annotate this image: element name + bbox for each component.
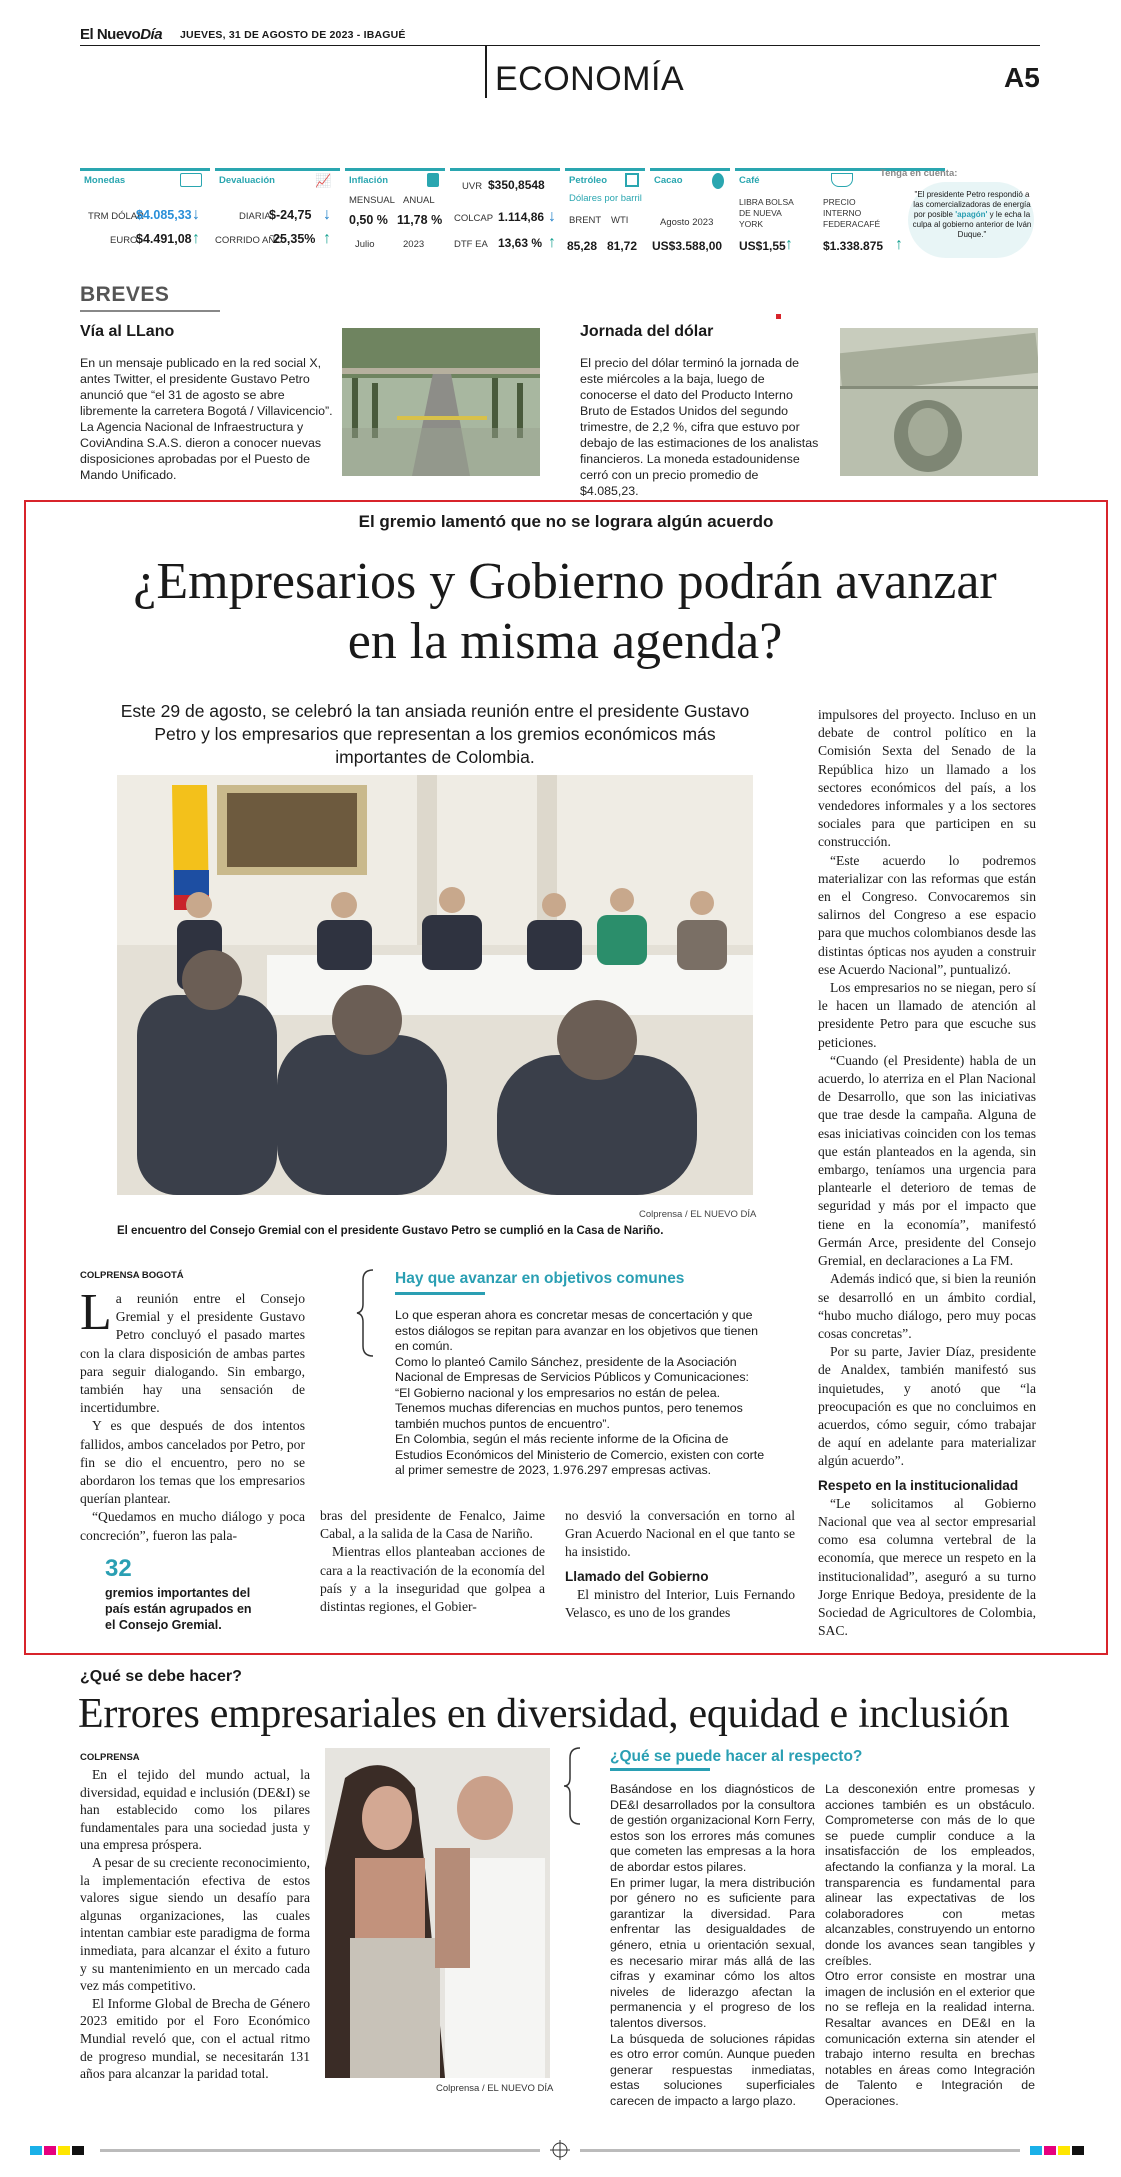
subheading: Llamado del Gobierno [565, 1568, 709, 1584]
diaria-value: $-24,75 [269, 208, 312, 222]
arrow-up-icon: ↑ [785, 236, 793, 253]
brace-icon [562, 1746, 584, 1826]
paragraph: bras del presidente de Fenalco, Jaime Cabal, a la salida de la Casa de Nariño. [320, 1508, 545, 1542]
article-headline: ¿Empresarios y Gobierno podrán avanzar en la misma agenda? [133, 553, 997, 670]
corrido-label: CORRIDO AÑO [215, 235, 283, 246]
bottom-headline: Errores empresariales en diversidad, equidad e inclusión [78, 1691, 1010, 1737]
arrow-up-icon: ↑ [192, 230, 200, 247]
mensual-period: Julio [355, 239, 375, 250]
article-kicker: El gremio lamentó que no se lograra algún acuerdo [358, 512, 774, 531]
bottom-kicker: ¿Qué se debe hacer? [80, 1668, 242, 1685]
arrow-up-icon: ↑ [895, 236, 903, 253]
paragraph: Y es que después de dos intentos fallidos, ambos cancelados por Petro, por fin se dio el encuentro, pero no se abordaron los temas que los empresarios querían plantear. [80, 1418, 305, 1507]
bottom-box-rule [610, 1768, 710, 1771]
cacao-pod-icon [712, 173, 724, 189]
article-column-3 [565, 1507, 795, 1622]
paragraph: La desconexión entre promesas y acciones también es un obstáculo. Comprometerse con más de lo que se puede cumplir conduce a la insatisfacción de los empleados, afectando la confianza y la moral. La transparencia es fundamental para alinear las expectativas de los colaboradores con metas alcanzables, construyendo un entorno donde los avances sean tangibles y creíbles. [825, 1782, 1035, 1968]
article-lede: Este 29 de agosto, se celebró la tan ansiada reunión entre el presidente Gustavo Petro y los empresarios que representan a los gremios económicos más importantes de Colombia. [120, 701, 750, 767]
cacao-period: Agosto 2023 [660, 217, 714, 228]
mensual-label: MENSUAL [349, 195, 395, 206]
uvr-label: UVR [462, 181, 483, 192]
anual-period: 2023 [403, 239, 425, 250]
uvr-value: $350,8548 [488, 178, 545, 192]
paragraph: “Le solicitamos al Gobierno Nacional que vea al sector empresarial como esa columna vertebral de la economía, que merece un respeto en la institucionalidad”, aseguró a su turno Jorge Enrique Bedoya, presidente de la Sociedad de Agricultores de Colombia, SAC. [818, 1495, 1036, 1639]
tenga-text: "El presidente Petro respondió a las comercializadoras de energía por posible 'apagón' y le echa la culpa al gobierno anterior de Iván Duque." [912, 190, 1032, 239]
precio-label: PRECIO INTERNO FEDERACAFÉ [823, 197, 881, 229]
breves-rule [80, 310, 220, 312]
coffee-cup-icon [831, 173, 853, 187]
bag-icon [427, 173, 439, 187]
indicator-title: Devaluación [219, 175, 275, 186]
stat-number: 32 [105, 1555, 132, 1582]
paragraph: Basándose en los diagnósticos de DE&I desarrollados por la consultora de gestión organizacional Korn Ferry, estos son los errores más comunes que cometen las empresas a la hora de abordar estos pilares. [610, 1782, 816, 1874]
paragraph: En Colombia, según el más reciente informe de la Oficina de Estudios Económicos del Ministerio de Comercio, existen con corte al primer semestre de 2023, 1.976.297 empresas activas. [395, 1432, 765, 1477]
edition-date: JUEVES, 31 DE AGOSTO DE 2023 - IBAGUÉ [180, 29, 406, 41]
wti-label: WTI [611, 215, 629, 226]
meeting-photo [117, 775, 753, 1195]
indicator-cacao [650, 168, 730, 260]
paragraph: Además indicó que, si bien la reunión se desarrolló en un ámbito cordial, “hubo mucho diálogo, pero muy pocas cosas concretas”. [818, 1271, 1036, 1341]
paragraph: Por su parte, Javier Díaz, presidente de Analdex, también manifestó sus inquietudes, y anotó que “la preocupación es que no concluimos en acuerdos, cómo seguir, cómo trabajar de aquí en adelante para materializar algún acuerdo”. [818, 1344, 1036, 1469]
section-rule [485, 46, 487, 98]
indicator-devaluacion [215, 168, 340, 260]
brief-heading: Jornada del dólar [580, 323, 714, 340]
libra-value: US$1,55 [739, 239, 786, 253]
article-column-4 [818, 706, 1036, 1640]
sidebar-box-title: Hay que avanzar en objetivos comunes [395, 1270, 685, 1287]
paragraph: no desvió la conversación en torno al Gran Acuerdo Nacional en el que tanto se ha insistido. [565, 1508, 795, 1560]
brief-heading: Vía al LLano [80, 323, 175, 340]
marker-dot [776, 314, 781, 319]
dtf-label: DTF EA [454, 239, 488, 250]
section-name: ECONOMÍA [495, 60, 685, 98]
photo-caption: El encuentro del Consejo Gremial con el presidente Gustavo Petro se cumplió en la Casa de Nariño. [117, 1225, 664, 1237]
brief-text: En un mensaje publicado en la red social X, antes Twitter, el presidente Gustavo Petro anunció que “el 31 de agosto se abre libremente la carretera Bogotá / Villavicencio”. La Agencia Nacional de Infraestructura y CoviAndina S.A.S. dieron a conocer nuevas disposiciones aprobadas por el Puesto de Mando Unificado. [80, 356, 333, 482]
trend-chart-icon: 📈 [315, 173, 332, 188]
portrait-photo [325, 1748, 550, 2078]
brent-value: 85,28 [567, 239, 598, 253]
trm-value: $4.085,33 [136, 208, 192, 222]
tenga-title: Tenga en cuenta: [880, 168, 958, 179]
sidebar-box-rule [395, 1292, 485, 1295]
brace-icon [355, 1268, 377, 1358]
cacao-value: US$3.588,00 [652, 239, 723, 253]
petroleo-subtitle: Dólares por barril [569, 193, 642, 204]
sidebar-box-text [395, 1308, 765, 1479]
road-photo [342, 328, 540, 476]
indicator-title: Café [739, 175, 760, 186]
oil-barrel-icon [625, 173, 639, 187]
indicator-petroleo [565, 168, 645, 260]
newspaper-logo: El NuevoDía [80, 26, 163, 43]
anual-value: 11,78 % [397, 213, 443, 227]
colcap-label: COLCAP [454, 213, 494, 224]
precio-value: $1.338.875 [823, 239, 884, 253]
brent-label: BRENT [569, 215, 602, 226]
arrow-down-icon: ↓ [323, 206, 331, 223]
bottom-photo-credit: Colprensa / EL NUEVO DÍA [436, 2083, 554, 2094]
subheading: Respeto en la institucionalidad [818, 1477, 1019, 1493]
brief-text: El precio del dólar terminó la jornada de este miércoles a la baja, luego de conocerse el dato del Producto Interno Bruto de Estados Unidos del segundo trimestre, de 2,2 %, cifra que estuvo por debajo de las estimaciones de los analistas financieros. La moneda estadounidense cerró con un precio promedio de $4.085,23. [580, 356, 819, 498]
paragraph: Otro error consiste en mostrar una imagen de inclusión en el exterior que no se refleja en la realidad interna. Resaltar avances en DE&I en la comunicación externa sin atender el trabajo interno resulta en brechas notables en áreas como Integración de Talento e Integración de Operaciones. [825, 1969, 1035, 2108]
article-column-2 [320, 1507, 545, 1616]
bottom-box-title: ¿Qué se puede hacer al respecto? [610, 1748, 863, 1765]
bottom-column-3 [825, 1782, 1035, 2109]
stat-text: gremios importantes del país están agrupados en el Consejo Gremial. [105, 1586, 252, 1632]
paragraph: Como lo planteó Camilo Sánchez, presidente de la Asociación Nacional de Empresas de Servicios Públicos y Comunicaciones: “El Gobierno nacional y los empresarios no están de pelea. Tenemos muchas diferencias en muchos puntos, pero tenemos también muchos puntos de encuentro”. [395, 1354, 749, 1431]
paragraph: En primer lugar, la mera distribución por género no es suficiente para garantizar la diversidad. Para enfrentar las desigualdades de género, etnia u orientación sexual, es necesario mirar más allá de las cifras y examinar cómo los altos niveles de liderazgo afectan la permanencia y el progreso de los talentos diversos. [610, 1875, 815, 2030]
paragraph: “Cuando (el Presidente) habla de un acuerdo, lo aterriza en el Plan Nacional de Desarrollo, que son las iniciativas que trae desde la campaña. Alguna de esas iniciativas coinciden con los temas que están planteados en la agenda, sin embargo, teníamos una urgencia para plantearle el deterioro de temas de seguridad y más por el impacto que tiene en la economía”, manifestó Germán Arce, presidente del Consejo Gremial, en declaraciones a La FM. [818, 1052, 1036, 1269]
drop-cap: L [80, 1284, 112, 1341]
money-icon [180, 173, 202, 187]
indicator-tasas [450, 168, 560, 260]
paragraph: La búsqueda de soluciones rápidas es otro error común. Aunque pueden generar respuestas inmediatas, estas soluciones superficiales carecen de impacto a largo plazo. [610, 2031, 815, 2108]
indicator-title: Monedas [84, 175, 126, 186]
paragraph: Lo que esperan ahora es concretar mesas de concertación y que estos diálogos se repitan para avanzar en los objetivos que tienen en común. [395, 1308, 759, 1353]
corrido-value: 25,35% [273, 232, 316, 246]
paragraph: impulsores del proyecto. Incluso en un debate de control político en la Comisión Sexta del Senado de la República hizo un llamado a los sectores económicos del país, a los vendedores informales y a los sectores sociales para que participen en su construcción. [818, 707, 1036, 850]
paragraph: El Informe Global de Brecha de Género 2023 emitido por el Foro Económico Mundial reveló que, con el actual ritmo de progreso mundial, se necesitarán 131 años para alcanzar la paridad total. [80, 1995, 310, 2082]
paragraph: Los empresarios no se niegan, pero sí le hacen un llamado de atención al presidente Petro para que escuche sus peticiones. [818, 980, 1036, 1050]
diaria-label: DIARIA [239, 211, 271, 222]
trm-label: TRM DÓLAR [88, 211, 144, 222]
economic-indicators-bar [80, 168, 1040, 260]
anual-label: ANUAL [403, 195, 435, 206]
arrow-up-icon: ↑ [323, 230, 331, 247]
indicator-title: Inflación [349, 175, 389, 186]
bottom-column-2 [610, 1782, 815, 2109]
page-number: A5 [1004, 62, 1040, 93]
euro-value: $4.491,08 [136, 232, 192, 246]
paragraph: A pesar de su creciente reconocimiento, la implementación efectiva de estos valores sigue siendo un desafío para algunas organizaciones, las cuales intentan cambiar este paradigma de forma inmediata, para alcanzar el éxito a futuro y su mantenimiento en un mercado cada vez más competitivo. [80, 1854, 310, 1994]
arrow-up-icon: ↑ [548, 234, 556, 251]
euro-label: EURO [110, 235, 138, 246]
wti-value: 81,72 [607, 239, 638, 253]
libra-label: LIBRA BOLSA DE NUEVA YORK [739, 197, 794, 229]
paragraph: “Este acuerdo lo podremos materializar con las reformas que están en el Congreso. Convocaremos sin salirnos del Congreso a ese espacio para que muchos colombianos desde las distintas ópticas nos ayuden a construir ese Acuerdo Nacional”, puntualizó. [818, 852, 1036, 977]
bottom-column-1 [80, 1766, 310, 2083]
paragraph: a reunión entre el Consejo Gremial y el presidente Gustavo Petro concluyó el pasado martes con la clara disposición de ambas partes para seguir dialogando. Sin embargo, también hay una sensación de incertidumbre. [80, 1291, 305, 1416]
indicator-title: Petróleo [569, 175, 608, 186]
header-rule [80, 45, 1040, 46]
arrow-down-icon: ↓ [548, 208, 556, 225]
paragraph: El ministro del Interior, Luis Fernando Velasco, es uno de los grandes [565, 1586, 795, 1621]
dollar-bill-photo [840, 328, 1038, 476]
colcap-value: 1.114,86 [498, 210, 545, 224]
bottom-byline: COLPRENSA [80, 1752, 140, 1763]
indicator-title: Cacao [654, 175, 683, 186]
indicator-inflacion [345, 168, 445, 260]
paragraph: En el tejido del mundo actual, la diversidad, equidad e inclusión (DE&I) se han establecido como los pilares fundamentales para una sociedad justa y una empresa próspera. [80, 1767, 310, 1853]
print-registration-bar [0, 2140, 1121, 2160]
arrow-down-icon: ↓ [192, 206, 200, 223]
photo-credit: Colprensa / EL NUEVO DÍA [639, 1209, 757, 1220]
paragraph: “Quedamos en mucho diálogo y poca concreción”, fueron las pala- [80, 1509, 305, 1543]
dtf-value: 13,63 % [498, 236, 543, 250]
indicator-monedas [80, 168, 210, 260]
article-byline: COLPRENSA BOGOTÁ [80, 1270, 184, 1281]
indicator-tenga-en-cuenta [880, 168, 1040, 260]
mensual-value: 0,50 % [349, 213, 388, 227]
paragraph: Mientras ellos planteaban acciones de cara a la reactivación de la economía del país y a la inseguridad que golpea a distintas regiones, el Gobier- [320, 1544, 545, 1615]
article-column-1 [80, 1284, 305, 1545]
breves-title: BREVES [80, 283, 170, 306]
